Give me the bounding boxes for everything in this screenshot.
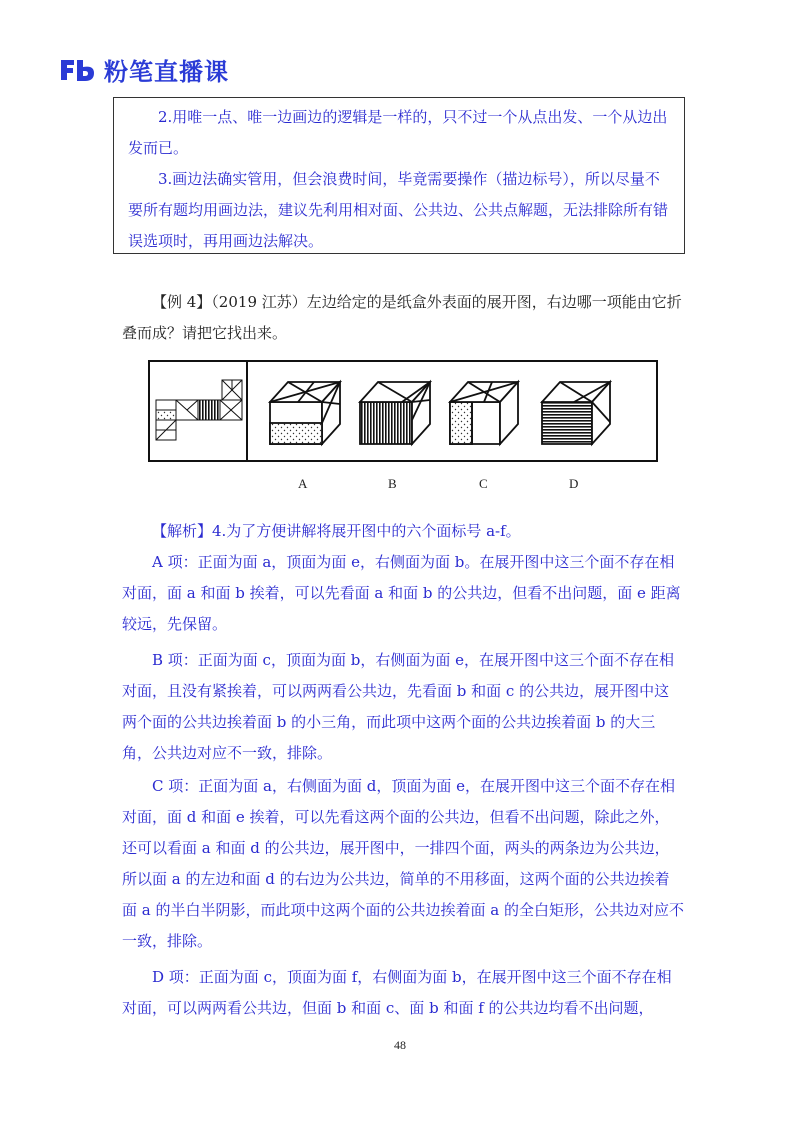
- option-label-d: D: [569, 476, 579, 491]
- option-label-a: A: [298, 476, 308, 491]
- analysis-option-c: C 项：正面为面 a，右侧面为面 d，顶面为面 e，在展开图中这三个面不存在相对面，面 d 和面 e 挨着，可以先看这两个面的公共边，但看不出问题，除此之外，还可以看面 a 和面 d 的公共边，展开图中，一排四个面，两头的两条边为公共边，所以面 a 的左边和面 d 的右边为公共边，简单的不用移面，这两个面的公共边挨着面 a 的半白半阴影，而此项中这两个面的公共边挨着面 a 的全白矩形，公共边对应不一致，排除。: [122, 777, 684, 950]
- cube-option-b: [360, 382, 430, 444]
- analysis-option-a: A 项：正面为面 a，顶面为面 e，右侧面为面 b。在展开图中这三个面不存在相对面，面 a 和面 b 挨着，可以先看面 a 和面 b 的公共边，但看不出问题，面 e 距离较远，先保留。: [122, 553, 681, 633]
- note-box: [113, 97, 685, 254]
- cube-option-a: [270, 382, 340, 444]
- analysis-option-d: D 项：正面为面 c，顶面为面 f，右侧面为面 b，在展开图中这三个面不存在相对面，可以两两看公共边，但面 b 和面 c、面 b 和面 f 的公共边均看不出问题，: [122, 968, 672, 1017]
- analysis-option-b: B 项：正面为面 c，顶面为面 b，右侧面为面 e，在展开图中这三个面不存在相对面，且没有紧挨着，可以两两看公共边，先看面 b 和面 c 的公共边，展开图中这两个面的公共边挨着面 b 的小三角，而此项中这两个面的公共边挨着面 b 的大三角，公共边对应不一致，排除。: [122, 651, 674, 762]
- cube-option-c: [450, 382, 518, 444]
- fb-logo-icon: [58, 56, 98, 84]
- brand-logo: [58, 52, 229, 87]
- cube-option-d: [542, 382, 610, 444]
- page-number: 48: [394, 1038, 406, 1052]
- logo-text: 粉笔直播课: [104, 58, 229, 86]
- option-label-b: B: [388, 476, 397, 491]
- option-label-c: C: [479, 476, 488, 491]
- cube-net-figure: [148, 360, 658, 462]
- note-line-3: 3.画边法确实管用，但会浪费时间，毕竟需要操作（描边标号），所以尽量不要所有题均用画边法，建议先利用相对面、公共边、公共点解题，无法排除所有错误选项时，再用画边法解决。: [128, 170, 669, 250]
- analysis-intro: 【解析】4.为了方便讲解将展开图中的六个面标号 a-f。: [152, 522, 521, 540]
- unfolded-net: [156, 380, 242, 440]
- example-question: 【例 4】（2019 江苏）左边给定的是纸盒外表面的展开图，右边哪一项能由它折叠而成？请把它找出来。: [122, 293, 682, 342]
- note-line-2: 2.用唯一点、唯一边画边的逻辑是一样的，只不过一个从点出发、一个从边出发而已。: [128, 108, 668, 157]
